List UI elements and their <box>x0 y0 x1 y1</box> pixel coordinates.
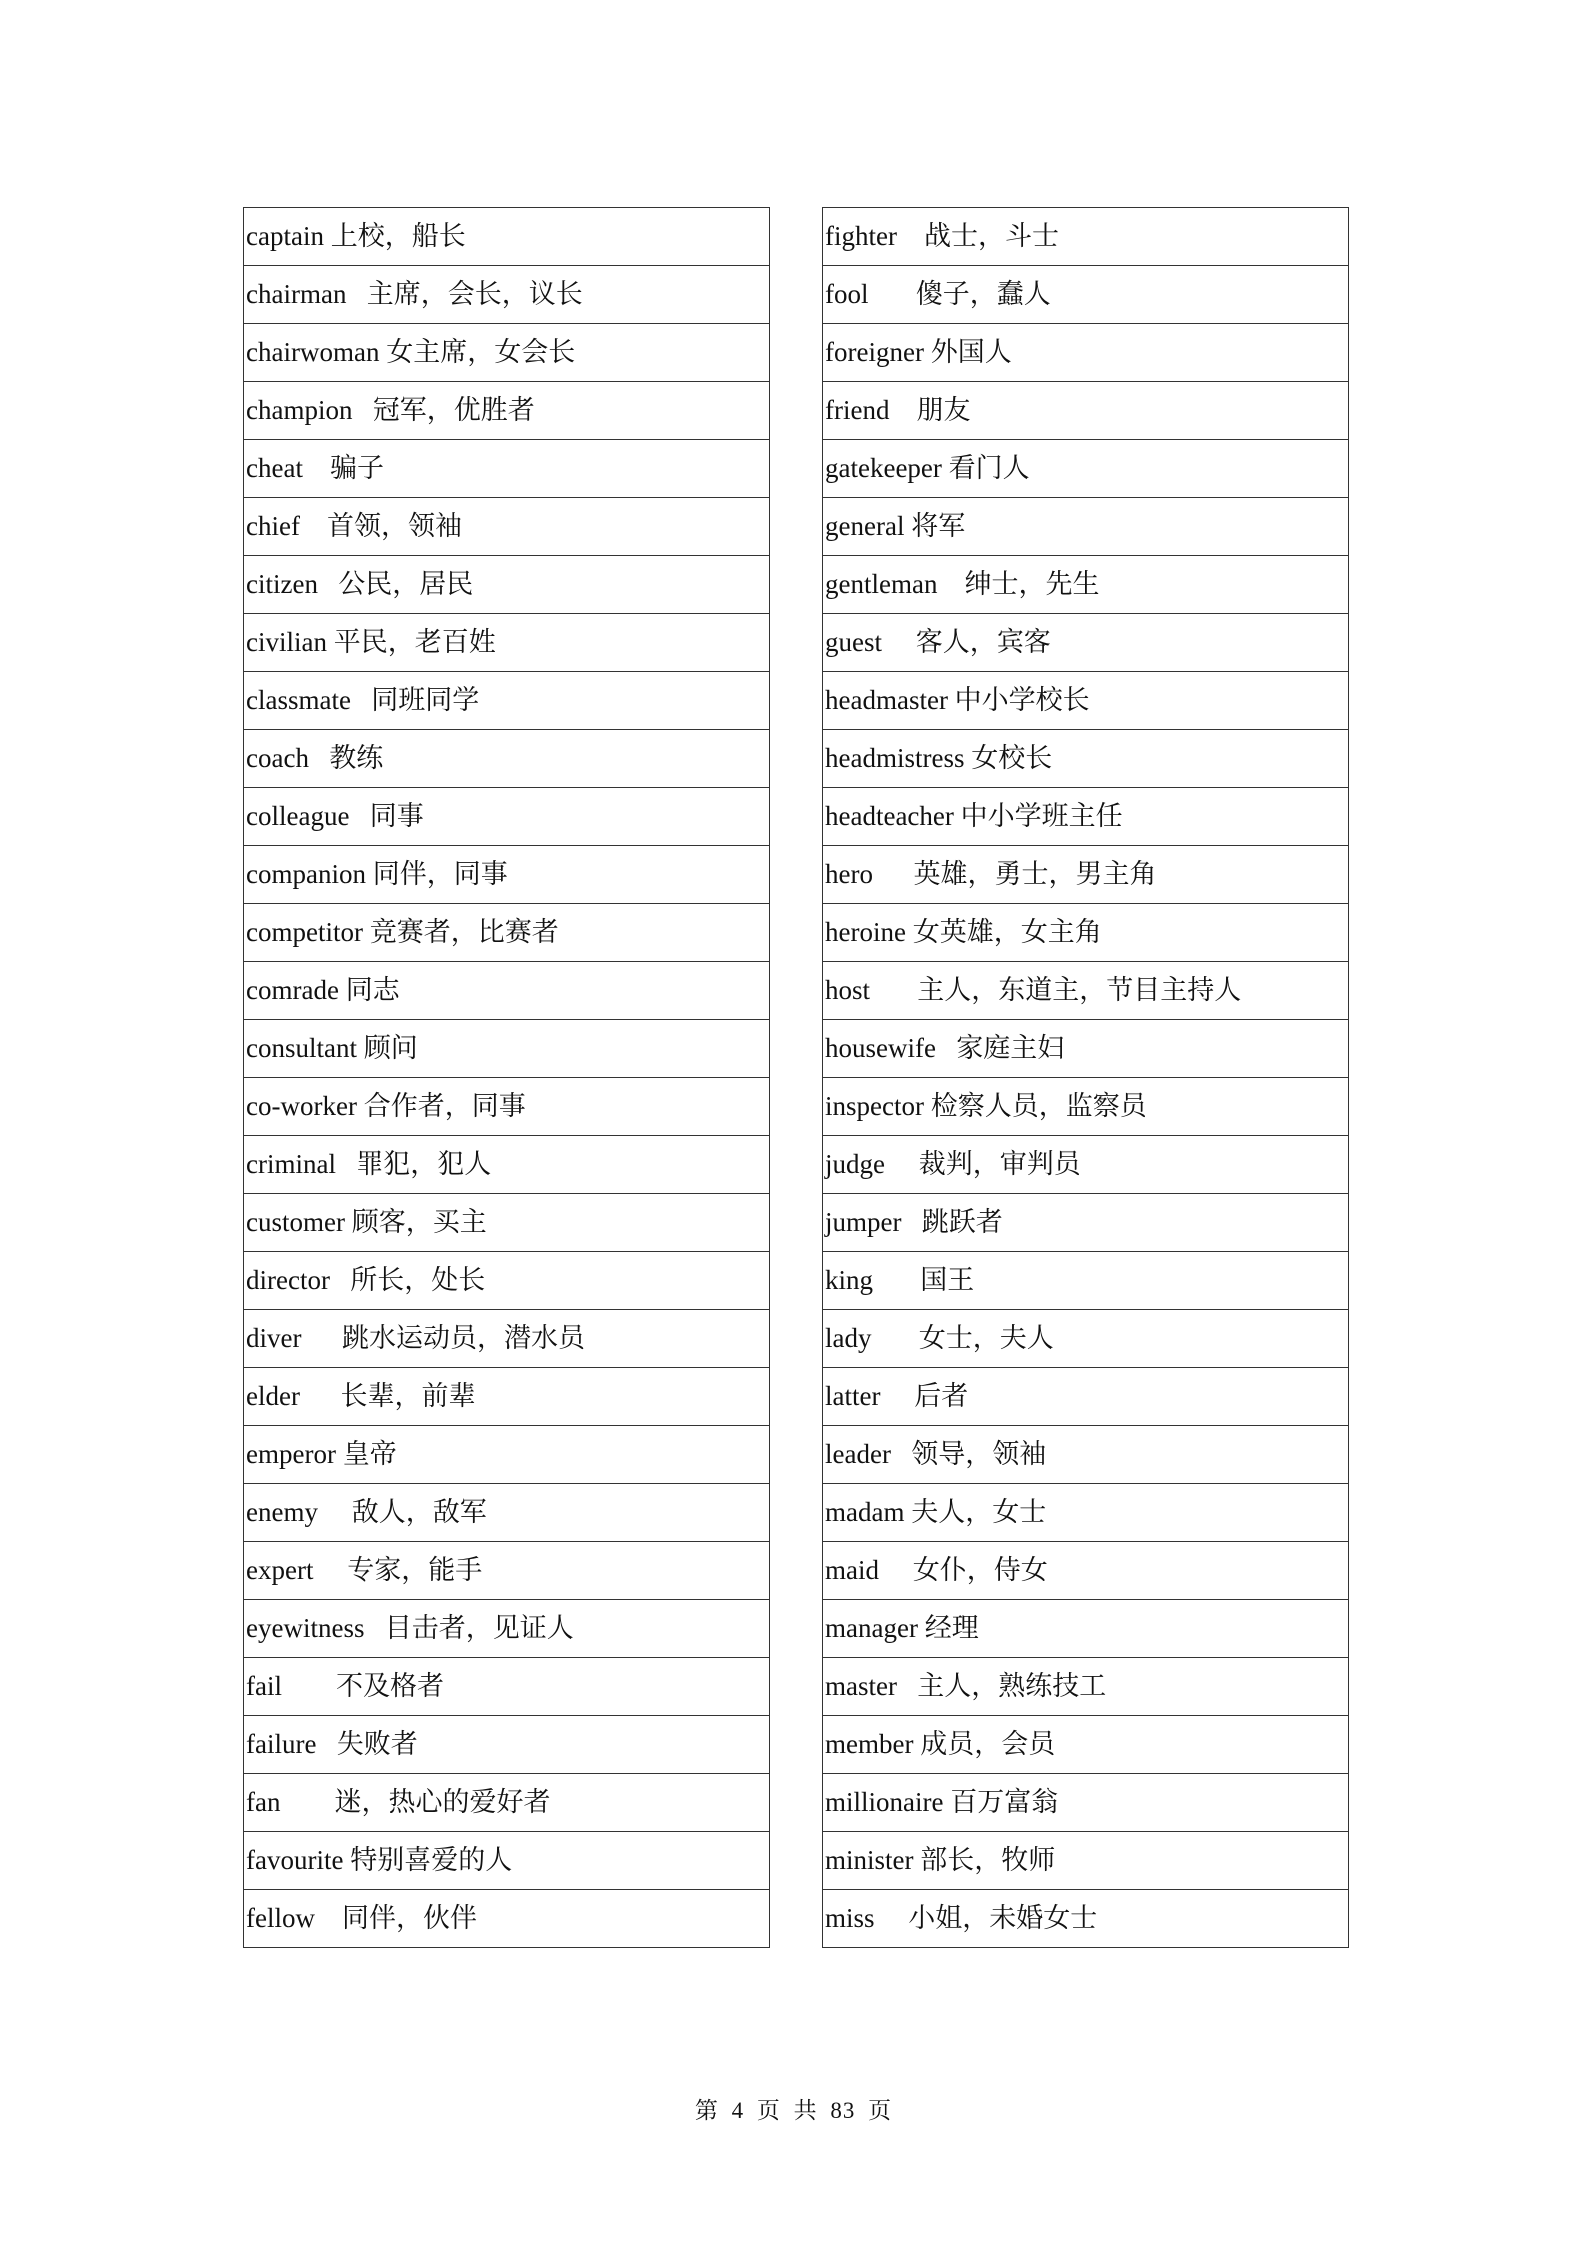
table-row <box>244 846 770 904</box>
table-row <box>244 324 770 382</box>
vocab-entry: civilian 平民，老百姓 <box>244 614 770 672</box>
table-row <box>823 208 1349 266</box>
vocab-entry: millionaire 百万富翁 <box>823 1774 1349 1832</box>
table-row <box>823 614 1349 672</box>
table-row <box>244 1600 770 1658</box>
table-row <box>244 266 770 324</box>
vocab-entry: champion 冠军，优胜者 <box>244 382 770 440</box>
table-row <box>244 1658 770 1716</box>
vocab-entry: chairman 主席，会长，议长 <box>244 266 770 324</box>
table-row <box>244 440 770 498</box>
table-row <box>823 1252 1349 1310</box>
table-row <box>244 382 770 440</box>
table-row <box>823 1832 1349 1890</box>
table-row <box>823 1136 1349 1194</box>
vocab-entry: headteacher 中小学班主任 <box>823 788 1349 846</box>
vocab-entry: chairwoman 女主席，女会长 <box>244 324 770 382</box>
table-row <box>823 1310 1349 1368</box>
table-row <box>244 1368 770 1426</box>
table-row <box>244 1832 770 1890</box>
vocab-entry: customer 顾客，买主 <box>244 1194 770 1252</box>
vocab-entry: colleague 同事 <box>244 788 770 846</box>
table-row <box>823 904 1349 962</box>
table-row <box>244 672 770 730</box>
table-row <box>244 1020 770 1078</box>
vocab-entry: housewife 家庭主妇 <box>823 1020 1349 1078</box>
table-row <box>823 1020 1349 1078</box>
vocab-table-left <box>243 207 770 1948</box>
table-row <box>823 730 1349 788</box>
vocab-entry: fighter 战士，斗士 <box>823 208 1349 266</box>
table-row <box>823 1426 1349 1484</box>
table-row <box>823 1658 1349 1716</box>
table-row <box>823 556 1349 614</box>
table-row <box>244 556 770 614</box>
vocab-entry: fail 不及格者 <box>244 1658 770 1716</box>
table-row <box>244 1890 770 1948</box>
vocab-entry: miss 小姐，未婚女士 <box>823 1890 1349 1948</box>
table-row <box>823 1600 1349 1658</box>
vocab-entry: jumper 跳跃者 <box>823 1194 1349 1252</box>
vocab-entry: enemy 敌人，敌军 <box>244 1484 770 1542</box>
vocab-entry: lady 女士，夫人 <box>823 1310 1349 1368</box>
vocab-entry: diver 跳水运动员，潜水员 <box>244 1310 770 1368</box>
table-row <box>244 730 770 788</box>
table-row <box>244 614 770 672</box>
table-row <box>244 1426 770 1484</box>
table-row <box>823 1194 1349 1252</box>
vocab-entry: host 主人，东道主，节目主持人 <box>823 962 1349 1020</box>
vocab-entry: latter 后者 <box>823 1368 1349 1426</box>
table-row <box>244 208 770 266</box>
vocab-entry: heroine 女英雄，女主角 <box>823 904 1349 962</box>
table-row <box>244 1484 770 1542</box>
vocab-entry: foreigner 外国人 <box>823 324 1349 382</box>
table-row <box>244 1136 770 1194</box>
vocab-entry: expert 专家，能手 <box>244 1542 770 1600</box>
table-row <box>823 846 1349 904</box>
vocab-entry: chief 首领，领袖 <box>244 498 770 556</box>
vocab-entry: classmate 同班同学 <box>244 672 770 730</box>
table-row <box>823 382 1349 440</box>
vocab-entry: comrade 同志 <box>244 962 770 1020</box>
vocab-table-right-body <box>823 208 1349 1948</box>
table-row <box>823 324 1349 382</box>
vocab-table-right <box>822 207 1349 1948</box>
table-row <box>244 1252 770 1310</box>
vocab-entry: general 将军 <box>823 498 1349 556</box>
vocab-entry: director 所长，处长 <box>244 1252 770 1310</box>
table-row <box>244 962 770 1020</box>
vocab-entry: eyewitness 目击者，见证人 <box>244 1600 770 1658</box>
vocab-entry: headmaster 中小学校长 <box>823 672 1349 730</box>
vocab-entry: member 成员，会员 <box>823 1716 1349 1774</box>
vocab-entry: leader 领导，领袖 <box>823 1426 1349 1484</box>
table-row <box>244 904 770 962</box>
table-row <box>244 498 770 556</box>
table-row <box>244 1078 770 1136</box>
vocab-table-left-body <box>244 208 770 1948</box>
vocab-entry: consultant 顾问 <box>244 1020 770 1078</box>
table-row <box>823 1078 1349 1136</box>
vocab-entry: friend 朋友 <box>823 382 1349 440</box>
vocab-entry: cheat 骗子 <box>244 440 770 498</box>
vocab-entry: hero 英雄，勇士，男主角 <box>823 846 1349 904</box>
vocab-entry: king 国王 <box>823 1252 1349 1310</box>
table-row <box>823 788 1349 846</box>
vocab-entry: citizen 公民，居民 <box>244 556 770 614</box>
table-row <box>244 1542 770 1600</box>
vocab-entry: manager 经理 <box>823 1600 1349 1658</box>
table-row <box>823 266 1349 324</box>
table-row <box>823 1774 1349 1832</box>
table-row <box>823 962 1349 1020</box>
table-row <box>244 1194 770 1252</box>
vocab-entry: guest 客人，宾客 <box>823 614 1349 672</box>
vocab-entry: inspector 检察人员，监察员 <box>823 1078 1349 1136</box>
table-row <box>823 498 1349 556</box>
vocab-entry: gatekeeper 看门人 <box>823 440 1349 498</box>
vocab-entry: maid 女仆，侍女 <box>823 1542 1349 1600</box>
vocab-entry: competitor 竞赛者，比赛者 <box>244 904 770 962</box>
vocab-entry: minister 部长，牧师 <box>823 1832 1349 1890</box>
vocab-entry: coach 教练 <box>244 730 770 788</box>
table-row <box>823 1484 1349 1542</box>
vocab-entry: fan 迷，热心的爱好者 <box>244 1774 770 1832</box>
table-row <box>244 1310 770 1368</box>
vocab-entry: emperor 皇帝 <box>244 1426 770 1484</box>
vocab-entry: criminal 罪犯，犯人 <box>244 1136 770 1194</box>
vocab-entry: fellow 同伴，伙伴 <box>244 1890 770 1948</box>
table-row <box>823 672 1349 730</box>
table-row <box>823 440 1349 498</box>
table-row <box>823 1890 1349 1948</box>
vocab-entry: fool 傻子，蠢人 <box>823 266 1349 324</box>
table-row <box>244 788 770 846</box>
table-row <box>244 1716 770 1774</box>
vocab-entry: co-worker 合作者，同事 <box>244 1078 770 1136</box>
table-row <box>244 1774 770 1832</box>
vocab-entry: companion 同伴，同事 <box>244 846 770 904</box>
vocab-entry: headmistress 女校长 <box>823 730 1349 788</box>
vocab-entry: gentleman 绅士，先生 <box>823 556 1349 614</box>
table-row <box>823 1542 1349 1600</box>
table-row <box>823 1716 1349 1774</box>
table-row <box>823 1368 1349 1426</box>
vocab-entry: elder 长辈，前辈 <box>244 1368 770 1426</box>
vocab-entry: favourite 特别喜爱的人 <box>244 1832 770 1890</box>
vocab-entry: failure 失败者 <box>244 1716 770 1774</box>
vocab-entry: judge 裁判，审判员 <box>823 1136 1349 1194</box>
vocab-entry: master 主人，熟练技工 <box>823 1658 1349 1716</box>
vocab-entry: captain 上校，船长 <box>244 208 770 266</box>
vocab-entry: madam 夫人，女士 <box>823 1484 1349 1542</box>
page-number-footer: 第 4 页 共 83 页 <box>694 2098 893 2123</box>
